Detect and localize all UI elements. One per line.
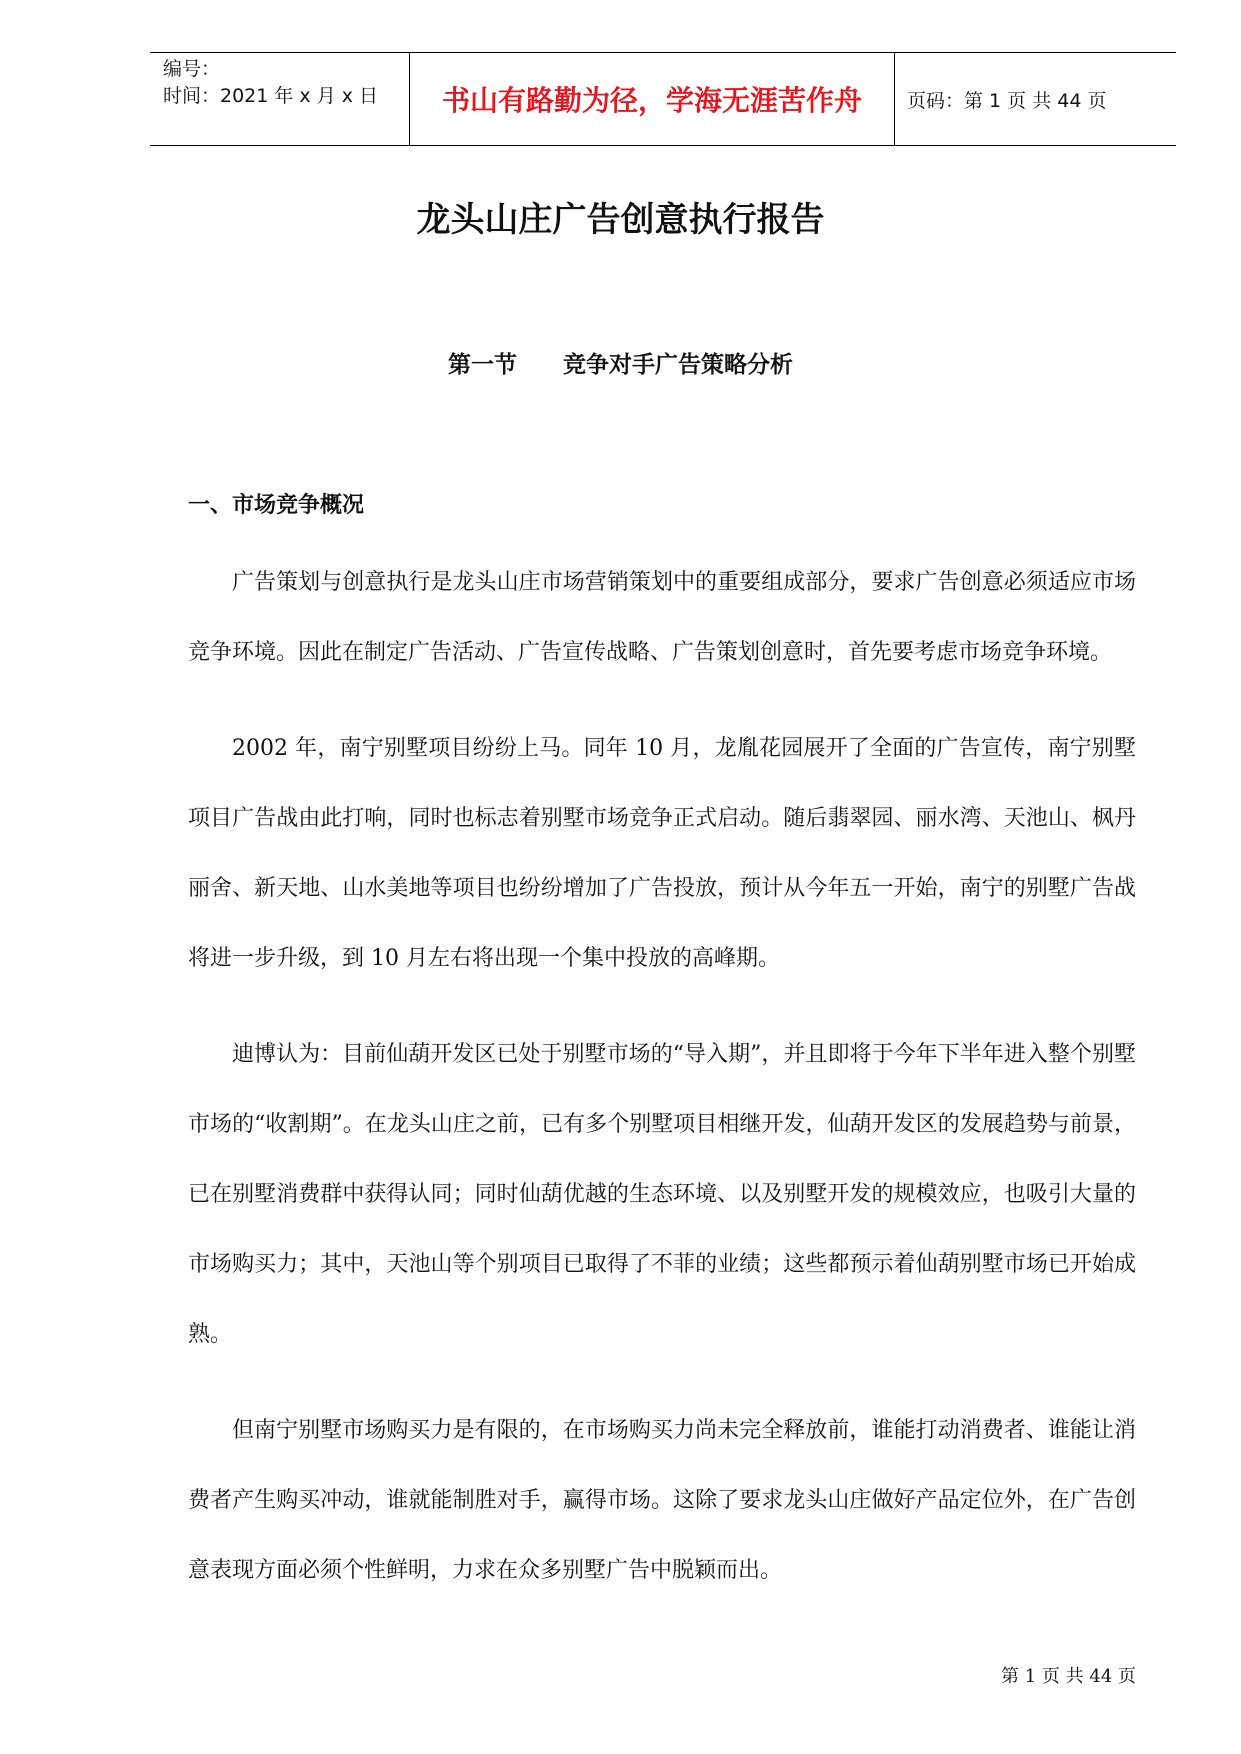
document-body <box>188 548 1136 1632</box>
paragraph: 广告策划与创意执行是龙头山庄市场营销策划中的重要组成部分，要求广告创意必须适应市场竞争环境。因此在制定广告活动、广告宣传战略、广告策划创意时，首先要考虑市场竞争环境。 <box>188 570 1136 665</box>
document-time-label: 时间：2021 年 x 月 x 日 <box>163 85 379 107</box>
paragraph: 但南宁别墅市场购买力是有限的，在市场购买力尚未完全释放前，谁能打动消费者、谁能让消费者产生购买冲动，谁就能制胜对手，赢得市场。这除了要求龙头山庄做好产品定位外，在广告创意表现方面必须个性鲜明，力求在众多别墅广告中脱颖而出。 <box>188 1418 1136 1583</box>
section-title: 第一节 竞争对手广告策略分析 <box>448 352 793 378</box>
document-number-label: 编号： <box>163 58 221 80</box>
page-header <box>150 52 1176 146</box>
subheading: 一、市场竞争概况 <box>188 493 365 518</box>
document-title: 龙头山庄广告创意执行报告 <box>416 200 825 240</box>
header-meta <box>150 53 410 145</box>
paragraph: 迪博认为：目前仙葫开发区已处于别墅市场的“导入期”，并且即将于今年下半年进入整个别墅市场的“收割期”。在龙头山庄之前，已有多个别墅项目相继开发，仙葫开发区的发展趋势与前景，已在别墅消费群中获得认同；同时仙葫优越的生态环境、以及别墅开发的规模效应，也吸引大量的市场购买力；其中，天池山等个别项目已取得了不菲的业绩；这些都预示着仙葫别墅市场已开始成熟。 <box>188 1042 1136 1347</box>
paragraph: 2002 年，南宁别墅项目纷纷上马。同年 10 月，龙胤花园展开了全面的广告宣传，南宁别墅项目广告战由此打响，同时也标志着别墅市场竞争正式启动。随后翡翠园、丽水湾、天池山、枫丹丽舍、新天地、山水美地等项目也纷纷增加了广告投放，预计从今年五一开始，南宁的别墅广告战将进一步升级，到 10 月左右将出现一个集中投放的高峰期。 <box>188 736 1136 971</box>
page-footer: 第 1 页 共 44 页 <box>1001 1666 1136 1687</box>
header-motto: 书山有路勤为径，学海无涯苦作舟 <box>410 53 895 145</box>
header-page-number: 页码：第 1 页 共 44 页 <box>907 89 1107 112</box>
